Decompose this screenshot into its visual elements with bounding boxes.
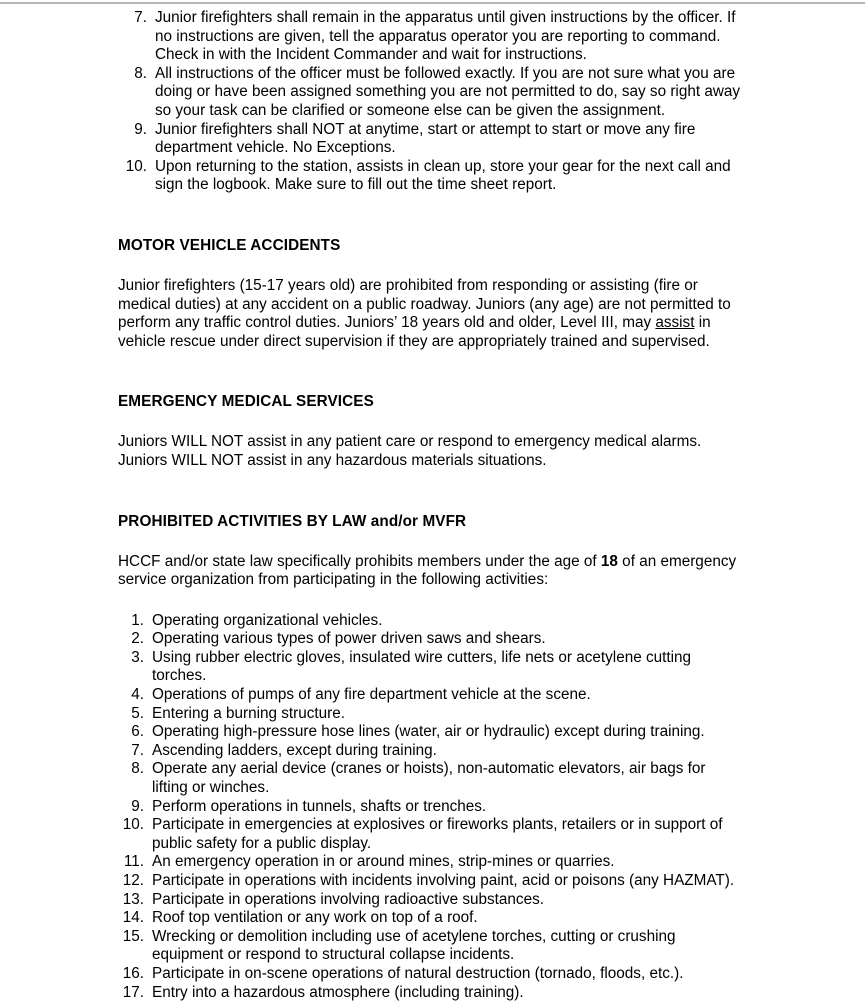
list-item [118, 909, 745, 928]
paragraph-underlined-assist: assist [655, 314, 695, 332]
paragraph-prohibited-intro [118, 553, 745, 590]
list-item-text: Junior firefighters shall remain in the apparatus until given instructions by the officer. If no instructions are given, tell the apparatus operator you are reporting to command. Check in with the Incident Commander and wait for instructions. [155, 9, 736, 64]
list-item-text: Operating high-pressure hose lines (water, air or hydraulic) except during training. [152, 723, 705, 741]
list-item-text: Ascending ladders, except during training. [152, 741, 437, 759]
list-item [118, 9, 745, 65]
paragraph-text-part2: in vehicle rescue under direct supervision if they are appropriately trained and supervised. [118, 314, 711, 350]
list-item [118, 798, 745, 817]
list-item [118, 872, 745, 891]
list-item-number: 10. [125, 157, 147, 175]
list-item [118, 723, 745, 742]
list-item-number: 15. [122, 927, 144, 945]
list-item-number: 11. [123, 853, 144, 871]
list-item-number: 17. [122, 983, 144, 1001]
spacer [118, 590, 745, 612]
intro-bold-age: 18 [600, 552, 618, 570]
list-item [118, 853, 745, 872]
list-item-number: 12. [122, 872, 144, 889]
list-item-text: Participate in operations with incidents involving paint, acid or poisons (any HAZMAT). [152, 872, 735, 889]
list-item [118, 630, 745, 649]
list-item-text: Upon returning to the station, assists in clean up, store your gear for the next call and sign the logbook. Make sure to fill out the time sheet report. [155, 157, 731, 194]
list-item-text: All instructions of the officer must be followed exactly. If you are not sure what you are doing or have been assigned something you are not permitted to do, say so right away so your task can be clarified or someone else can be given the assignment. [155, 64, 741, 119]
heading-motor-vehicle-accidents: MOTOR VEHICLE ACCIDENTS [118, 236, 341, 254]
list-item [118, 760, 745, 797]
list-item-number: 7. [134, 9, 147, 26]
paragraph-text-part1: Junior firefighters (15-17 years old) are prohibited from responding or assisting (fire or medical duties) at any accident on a public roadway. Juniors (any age) are not permitted to perform any traffic control duties. Juniors’ 18 years old and older, Level III, may [118, 276, 731, 332]
list-item-text: Entering a burning structure. [152, 704, 346, 722]
spacer [118, 411, 745, 433]
heading-emergency-medical-services: EMERGENCY MEDICAL SERVICES [118, 393, 374, 411]
spacer [118, 471, 745, 513]
list-item-text: Wrecking or demolition including use of acetylene torches, cutting or crushing equipment or respond to structural collapse incidents. [152, 927, 676, 964]
list-item-number: 8. [131, 760, 144, 778]
list-item-text: Participate in on-scene operations of natural destruction (tornado, floods, etc.). [152, 964, 684, 982]
list-item-text: Operating organizational vehicles. [152, 611, 383, 629]
list-item-number: 1. [131, 611, 144, 629]
list-item [118, 816, 745, 853]
list-item [118, 65, 745, 121]
list-item-number: 3. [131, 648, 144, 666]
list-item-text: Junior firefighters shall NOT at anytime, start or attempt to start or move any fire department vehicle. No Exceptions. [155, 120, 696, 157]
list-item-text: Roof top ventilation or any work on top of a roof. [152, 909, 478, 927]
list-item [118, 965, 745, 984]
list-item-text: Participate in emergencies at explosives or fireworks plants, retailers or in support of public safety for a public display. [152, 816, 723, 852]
list-item-text: Participate in operations involving radioactive substances. [152, 890, 544, 908]
list-item [118, 612, 745, 631]
list-item-text: Operating various types of power driven saws and shears. [152, 630, 546, 648]
list-item [118, 649, 745, 686]
list-item [118, 984, 745, 1002]
intro-text-part1: HCCF and/or state law specifically prohibits members under the age of [118, 552, 601, 570]
list-item-number: 6. [131, 723, 144, 741]
list-item [118, 686, 745, 705]
list-item [118, 121, 745, 158]
list-item-text: Perform operations in tunnels, shafts or trenches. [152, 797, 487, 815]
list-item-number: 2. [131, 630, 144, 648]
list-item [118, 158, 745, 195]
list-item-number: 8. [134, 64, 147, 82]
spacer [118, 195, 745, 237]
list-item-text: Entry into a hazardous atmosphere (including training). [152, 983, 524, 1001]
list-item-number: 7. [131, 741, 144, 759]
intro-text-part2: of an emergency service organization from participating in the following activities: [118, 552, 737, 589]
spacer [118, 255, 745, 277]
list-item-number: 9. [131, 797, 144, 815]
list-item [118, 742, 745, 761]
list-item-number: 14. [122, 909, 144, 927]
prohibited-activities-list [118, 612, 745, 1002]
document-content [118, 9, 745, 1002]
list-item-number: 4. [131, 686, 144, 704]
spacer [118, 351, 745, 393]
list-item-text: Operations of pumps of any fire department vehicle at the scene. [152, 686, 591, 704]
heading-prohibited-activities: PROHIBITED ACTIVITIES BY LAW and/or MVFR [118, 512, 467, 530]
list-item-number: 13. [122, 890, 144, 908]
continued-rules-list [118, 9, 745, 195]
list-item-text: Operate any aerial device (cranes or hoists), non-automatic elevators, air bags for lifting or winches. [152, 760, 706, 797]
list-item-text: An emergency operation in or around mines, strip-mines or quarries. [152, 853, 615, 871]
list-item [118, 928, 745, 965]
list-item [118, 891, 745, 910]
list-item [118, 705, 745, 724]
spacer [118, 531, 745, 553]
list-item-number: 9. [134, 120, 147, 138]
list-item-number: 16. [122, 964, 144, 982]
list-item-text: Using rubber electric gloves, insulated wire cutters, life nets or acetylene cutting torches. [152, 648, 692, 685]
paragraph-motor-vehicle-accidents [118, 277, 745, 351]
list-item-number: 10. [122, 816, 144, 834]
page-top-rule [0, 2, 865, 4]
paragraph-emergency-medical-services: Juniors WILL NOT assist in any patient care or respond to emergency medical alarms. Juniors WILL NOT assist in any hazardous materials situations. [118, 433, 702, 469]
list-item-number: 5. [131, 704, 144, 722]
